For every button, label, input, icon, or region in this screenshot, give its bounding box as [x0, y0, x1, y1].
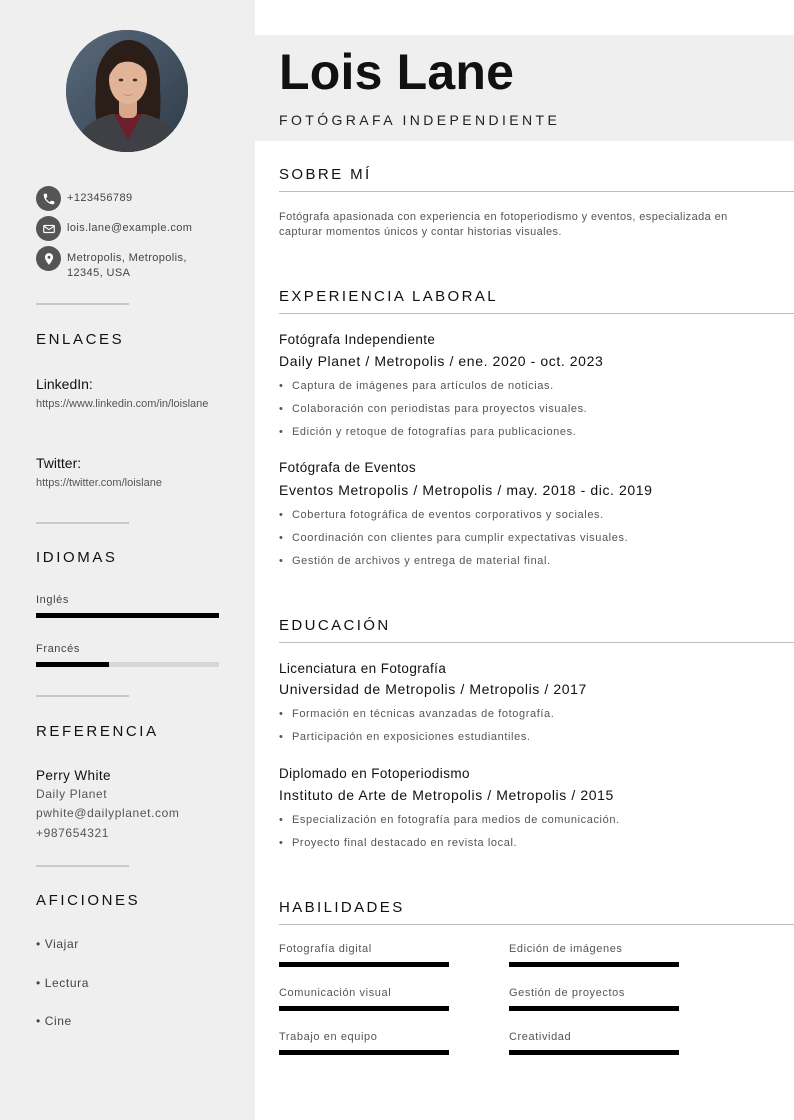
job-bullet	[279, 426, 576, 438]
bullet-dot: •	[279, 532, 284, 544]
education-heading: EDUCACIÓN	[279, 617, 391, 634]
section-rule	[279, 924, 794, 925]
job-title-1: Fotógrafa Independiente	[279, 332, 436, 347]
job-sub-2: Eventos Metropolis / Metropolis / may. 2018 - dic. 2019	[279, 482, 653, 498]
reference-name: Perry White	[36, 768, 111, 783]
language-name-french: Francés	[36, 643, 80, 655]
bullet-text: Coordinación con clientes para cumplir expectativas visuales.	[292, 532, 629, 544]
bullet-text: Especialización en fotografía para medios de comunicación.	[292, 814, 620, 826]
divider	[36, 522, 129, 524]
bullet-dot: •	[279, 509, 284, 521]
degree-bullet	[279, 731, 531, 743]
degree-title-1: Licenciatura en Fotografía	[279, 661, 447, 676]
skill-name: Trabajo en equipo	[279, 1031, 378, 1043]
job-bullet	[279, 532, 628, 544]
skill-bar	[279, 1050, 449, 1055]
section-rule	[279, 642, 794, 643]
skill-bar-fill	[279, 962, 449, 967]
location-pin-icon	[36, 246, 61, 271]
reference-email[interactable]: pwhite@dailyplanet.com	[36, 806, 180, 820]
phone-icon	[36, 186, 61, 211]
job-title-2: Fotógrafa de Eventos	[279, 460, 417, 475]
header	[255, 35, 794, 141]
hobby-label: Cine	[44, 1014, 72, 1028]
contact-phone	[36, 186, 217, 211]
bullet-dot: •	[279, 380, 284, 392]
bullet-text: Proyecto final destacado en revista local.	[292, 837, 518, 849]
bullet-dot: •	[279, 837, 284, 849]
linkedin-label: LinkedIn:	[36, 376, 93, 392]
bullet-dot: •	[279, 555, 284, 567]
bullet-text: Formación en técnicas avanzadas de fotografía.	[292, 708, 555, 720]
hobby-label: Viajar	[44, 937, 79, 951]
skill-bar-fill	[509, 1006, 679, 1011]
bullet-text: Edición y retoque de fotografías para publicaciones.	[292, 426, 577, 438]
degree-bullet	[279, 708, 554, 720]
section-rule	[279, 313, 794, 314]
links-heading: ENLACES	[36, 331, 125, 348]
section-rule	[279, 191, 794, 192]
bullet-text: Participación en exposiciones estudiantiles.	[292, 731, 531, 743]
skill-bar	[509, 962, 679, 967]
divider	[36, 303, 129, 305]
skill-bar	[279, 962, 449, 967]
language-bar-fill	[36, 662, 109, 667]
hobbies-heading: AFICIONES	[36, 892, 141, 909]
linkedin-link[interactable]: https://www.linkedin.com/in/loislane	[36, 398, 209, 410]
job-bullet	[279, 380, 554, 392]
phone-text: +123456789	[67, 192, 133, 204]
job-sub-1: Daily Planet / Metropolis / ene. 2020 - oct. 2023	[279, 353, 604, 369]
divider	[36, 695, 129, 697]
job-bullet	[279, 403, 587, 415]
address-text: Metropolis, Metropolis, 12345, USA	[67, 252, 187, 279]
bullet-dot: •	[279, 731, 284, 743]
bullet-dot: •	[279, 426, 284, 438]
profile-photo	[66, 30, 188, 152]
bullet-dot: •	[279, 814, 284, 826]
skill-name: Gestión de proyectos	[509, 987, 625, 999]
reference-company: Daily Planet	[36, 787, 108, 801]
skill-bar	[509, 1050, 679, 1055]
bullet-dot: •	[279, 708, 284, 720]
about-heading: SOBRE MÍ	[279, 166, 372, 183]
skill-name: Comunicación visual	[279, 987, 392, 999]
main-content	[255, 0, 794, 1120]
languages-heading: IDIOMAS	[36, 549, 118, 566]
job-bullet	[279, 555, 551, 567]
envelope-icon	[36, 216, 61, 241]
language-bar-english	[36, 613, 219, 618]
skill-bar-fill	[279, 1006, 449, 1011]
language-bar-french	[36, 662, 219, 667]
skill-name: Fotografía digital	[279, 943, 372, 955]
degree-title-2: Diplomado en Fotoperiodismo	[279, 766, 470, 781]
skill-bar-fill	[509, 962, 679, 967]
twitter-label: Twitter:	[36, 455, 82, 471]
divider	[36, 865, 129, 867]
reference-phone: +987654321	[36, 826, 110, 840]
skill-bar	[509, 1006, 679, 1011]
bullet-text: Colaboración con periodistas para proyectos visuales.	[292, 403, 588, 415]
degree-bullet	[279, 837, 517, 849]
person-name: Lois Lane	[279, 44, 515, 100]
skill-bar-fill	[509, 1050, 679, 1055]
job-title: FOTÓGRAFA INDEPENDIENTE	[279, 112, 561, 128]
bullet-dot: •	[279, 403, 284, 415]
skill-name: Edición de imágenes	[509, 943, 623, 955]
degree-sub-1: Universidad de Metropolis / Metropolis / 2017	[279, 681, 587, 697]
hobby-item: • Cine	[36, 1014, 72, 1028]
email-link[interactable]: lois.lane@example.com	[67, 222, 193, 234]
reference-heading: REFERENCIA	[36, 723, 159, 740]
job-bullet	[279, 509, 604, 521]
skill-bar	[279, 1006, 449, 1011]
degree-sub-2: Instituto de Arte de Metropolis / Metropolis / 2015	[279, 787, 614, 803]
skill-bar-fill	[279, 1050, 449, 1055]
bullet-text: Captura de imágenes para artículos de noticias.	[292, 380, 554, 392]
contact-address	[36, 246, 217, 281]
hobby-item: • Viajar	[36, 937, 79, 951]
hobby-label: Lectura	[44, 976, 89, 990]
contact-email	[36, 216, 217, 241]
language-bar-fill	[36, 613, 219, 618]
twitter-link[interactable]: https://twitter.com/loislane	[36, 477, 162, 489]
experience-heading: EXPERIENCIA LABORAL	[279, 288, 499, 305]
bullet-text: Cobertura fotográfica de eventos corporativos y sociales.	[292, 509, 604, 521]
language-name-english: Inglés	[36, 594, 69, 606]
sidebar	[0, 0, 255, 1120]
degree-bullet	[279, 814, 620, 826]
about-text: Fotógrafa apasionada con experiencia en fotoperiodismo y eventos, especializada en capturar momentos únicos y contar historias visuales.	[279, 211, 728, 238]
bullet-text: Gestión de archivos y entrega de material final.	[292, 555, 551, 567]
skill-name: Creatividad	[509, 1031, 572, 1043]
hobby-item: • Lectura	[36, 976, 89, 990]
skills-heading: HABILIDADES	[279, 899, 405, 916]
